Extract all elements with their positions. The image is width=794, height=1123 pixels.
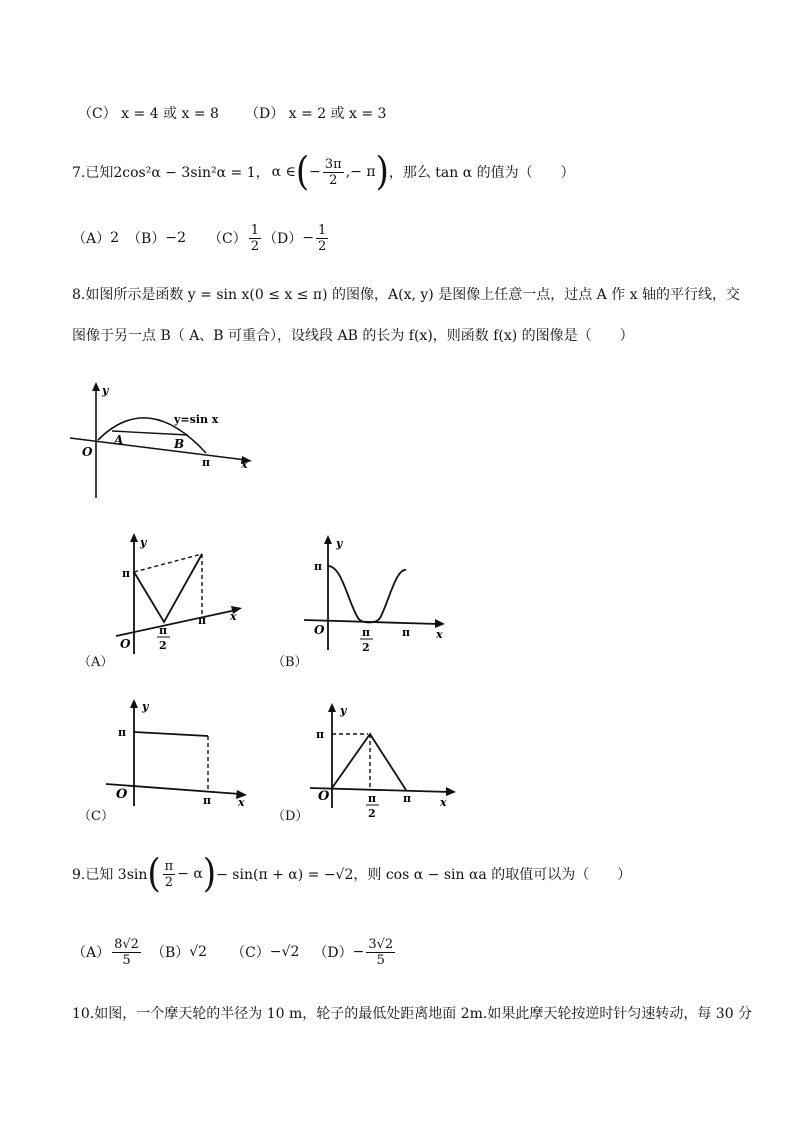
q9-stem bbox=[72, 852, 631, 896]
q8-option-a-label: （A） bbox=[78, 655, 114, 670]
opt-c-pi-x-label: π bbox=[203, 794, 212, 807]
q7-right-paren: ) bbox=[375, 149, 389, 195]
q7-equation: 2cos²α − 3sin²α = 1， bbox=[113, 165, 270, 181]
q7-option-d-fraction bbox=[316, 223, 328, 254]
opt-d-pi-x-label: π bbox=[403, 792, 412, 805]
q7-option-d-num: 1 bbox=[317, 222, 327, 238]
graph-triangle bbox=[332, 734, 406, 790]
q9-option-c-label: （C） bbox=[231, 945, 270, 961]
y-axis-arrow bbox=[92, 382, 100, 391]
q7-suffix: ，那么 tan α 的值为（ ） bbox=[388, 165, 575, 181]
opt-a-half-num: π bbox=[159, 624, 168, 637]
opt-b-half-num: π bbox=[362, 626, 371, 639]
main-pi-label: π bbox=[202, 456, 211, 469]
opt-d-half-den: 2 bbox=[368, 807, 376, 818]
q9-option-b-label: （B） bbox=[150, 945, 190, 961]
q8-stem-line2: 图像于另一点 B（ A、B 可重合），设线段 AB 的长为 f(x)，则函数 f(x) 的图像是（ ） bbox=[72, 328, 634, 344]
q7-options bbox=[72, 220, 330, 256]
x-axis bbox=[310, 788, 450, 792]
opt-d-y-label: y bbox=[340, 704, 347, 717]
opt-d-x-label: x bbox=[440, 796, 447, 809]
q8-option-c-figure bbox=[100, 694, 250, 809]
opt-d-half-num: π bbox=[368, 792, 377, 805]
q7-option-a-label: （A） bbox=[72, 231, 111, 247]
q9-option-d-sign: − bbox=[352, 944, 365, 960]
q9-after-frac: − α bbox=[177, 866, 203, 882]
opt-b-x-label: x bbox=[436, 628, 443, 641]
q9-prefix: 9.已知 3sin bbox=[72, 867, 148, 883]
q7-prefix: 7.已知 bbox=[72, 165, 114, 181]
q9-option-a-fraction bbox=[112, 937, 141, 968]
opt-a-pi-x-label: π bbox=[198, 614, 207, 627]
q8-option-b-figure bbox=[300, 532, 450, 656]
q9-option-b-value: √2 bbox=[189, 944, 208, 960]
q9-option-c-value: −√2 bbox=[269, 944, 300, 960]
q7-neg-pi: − π bbox=[350, 164, 376, 180]
main-x-label: x bbox=[241, 458, 248, 471]
opt-c-y-label: y bbox=[142, 700, 149, 713]
opt-b-pi-x-label: π bbox=[402, 626, 411, 639]
main-curve-label: y=sin x bbox=[174, 413, 219, 426]
point-a-label: A bbox=[114, 433, 124, 447]
q8-option-b-label: （B） bbox=[272, 655, 308, 670]
q9-rest: − sin(π + α) = −√2，则 cos α − sin αa 的取值可以为（ ） bbox=[216, 867, 632, 883]
main-y-label: y bbox=[102, 384, 109, 397]
q9-fraction bbox=[163, 859, 176, 890]
opt-b-half-den: 2 bbox=[362, 641, 370, 654]
opt-d-origin-label: O bbox=[318, 789, 330, 804]
opt-a-x-label: x bbox=[230, 610, 237, 623]
q8-main-figure bbox=[68, 380, 258, 502]
q7-stem: 7.已知 2cos²α − 3sin²α = 1， α ∈ ( − $\frac{3\pi}{2}$ , − π ) ，那么 tan α 的值为（ ） bbox=[72, 149, 575, 195]
q9-option-d-fraction bbox=[366, 937, 395, 968]
opt-a-y-label: y bbox=[140, 536, 147, 549]
q6-option-c: （C） x = 4 或 x = 8 bbox=[78, 106, 219, 122]
x-axis-arrow bbox=[435, 619, 445, 628]
q9-option-d-label: （D） bbox=[313, 945, 353, 961]
q8-stem-line1: 8.如图所示是函数 y = sin x(0 ≤ x ≤ π) 的图像，A(x, y) 是图像上任意一点，过点 A 作 x 轴的平行线，交 bbox=[72, 287, 741, 303]
x-axis-arrow bbox=[446, 787, 456, 796]
y-axis-arrow bbox=[130, 533, 138, 542]
q9-options bbox=[72, 930, 397, 974]
opt-b-y-label: y bbox=[336, 537, 343, 550]
q7-option-b-value: −2 bbox=[165, 230, 186, 246]
q9-option-a-den: 5 bbox=[122, 952, 131, 968]
opt-c-pi-y-label: π bbox=[118, 726, 127, 739]
q8-option-c-label: （C） bbox=[78, 809, 114, 824]
top-dashed-line bbox=[134, 554, 202, 572]
q7-frac-den: 2 bbox=[329, 172, 338, 188]
q9-frac-den: 2 bbox=[164, 874, 174, 890]
opt-d-pi-y-label: π bbox=[316, 728, 325, 741]
q7-option-d-label: （D） bbox=[262, 231, 303, 247]
q7-option-c-fraction bbox=[249, 223, 261, 254]
q9-option-d-num: 3√2 bbox=[368, 936, 394, 952]
q7-fraction bbox=[323, 157, 344, 188]
opt-a-origin-label: O bbox=[120, 637, 131, 651]
opt-b-pi-y-label: π bbox=[314, 560, 323, 573]
y-axis-arrow bbox=[324, 535, 332, 544]
q7-frac-num: 3π bbox=[324, 156, 342, 172]
graph-v bbox=[134, 554, 202, 622]
main-origin-label: O bbox=[82, 445, 93, 459]
y-axis-arrow bbox=[130, 699, 138, 708]
q9-frac-num: π bbox=[164, 858, 174, 874]
y-axis-arrow bbox=[328, 703, 336, 712]
opt-c-x-label: x bbox=[238, 796, 245, 809]
q7-option-b-label: （B） bbox=[127, 231, 166, 247]
opt-a-pi-y-label: π bbox=[122, 567, 131, 580]
q9-option-a-label: （A） bbox=[72, 945, 111, 961]
q7-option-a-value: 2 bbox=[110, 230, 120, 246]
segment-ab bbox=[112, 431, 188, 435]
q9-option-d-den: 5 bbox=[376, 952, 385, 968]
q8-option-d-figure bbox=[306, 700, 456, 818]
q7-option-c-den: 2 bbox=[250, 238, 259, 254]
graph-horizontal bbox=[134, 732, 208, 736]
q9-right-paren: ) bbox=[202, 851, 217, 897]
q7-left-paren: ( bbox=[295, 149, 310, 195]
q7-alpha-in: α ∈ bbox=[271, 164, 296, 180]
opt-b-origin-label: O bbox=[314, 623, 325, 637]
opt-a-half-den: 2 bbox=[159, 639, 167, 652]
point-b-label: B bbox=[174, 437, 185, 451]
graph-curve bbox=[328, 566, 406, 623]
q6-option-d: （D） x = 2 或 x = 3 bbox=[245, 106, 387, 122]
q9-left-paren: ( bbox=[147, 851, 161, 897]
opt-c-origin-label: O bbox=[116, 787, 128, 802]
q7-option-c-label: （C） bbox=[207, 231, 247, 247]
q7-option-d-den: 2 bbox=[317, 238, 327, 254]
q8-option-d-label: （D） bbox=[272, 809, 309, 824]
q10-stem-line1: 10.如图，一个摩天轮的半径为 10 m，轮子的最低处距离地面 2m.如果此摩天轮按逆时针匀速转动，每 30 分 bbox=[72, 1006, 753, 1022]
q9-option-a-num: 8√2 bbox=[114, 936, 139, 952]
q8-option-a-figure bbox=[110, 530, 250, 658]
q7-option-d-sign: − bbox=[302, 230, 314, 246]
q7-option-c-num: 1 bbox=[250, 222, 259, 238]
